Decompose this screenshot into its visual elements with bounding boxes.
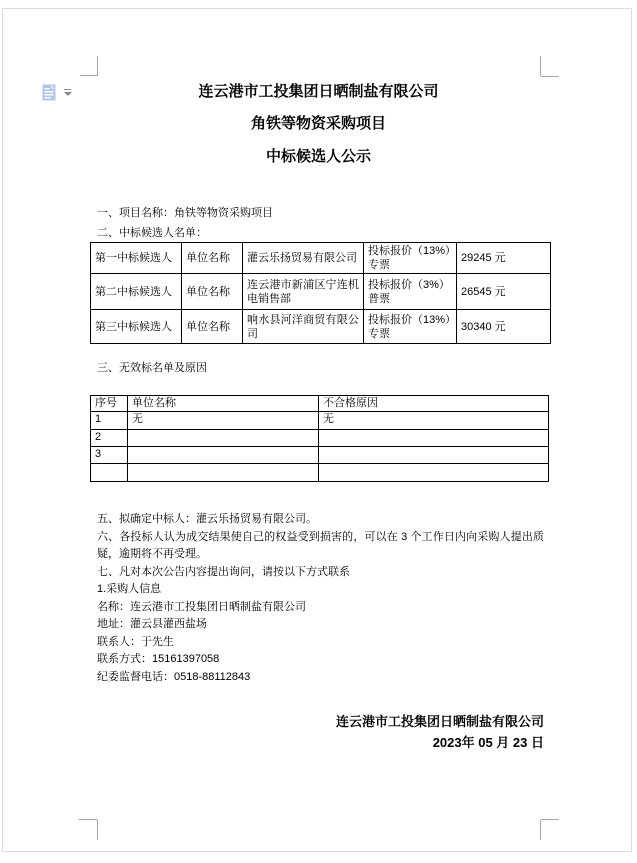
para-contact-intro: 七、凡对本次公告内容提出询问，请按以下方式联系: [97, 565, 350, 578]
invalid-row-1: [91, 412, 549, 430]
invalid-seq-cell: 1: [91, 412, 128, 430]
invalid-name-cell: 无: [128, 412, 319, 430]
invalid-name-cell: [128, 464, 319, 482]
buyer-phone-line: 联系方式：15161397058: [97, 653, 220, 665]
invalid-row-3: [91, 447, 549, 464]
invalid-seq-cell: [91, 464, 128, 482]
invalid-reason-cell: [319, 447, 549, 464]
text-boundary-mark-bottom-right-v: [540, 820, 541, 840]
invalid-header-seq: 序号: [91, 396, 128, 412]
signature-block: [97, 711, 548, 753]
buyer-info-heading: 1.采购人信息: [97, 583, 162, 595]
invalid-seq-cell: 2: [91, 430, 128, 447]
invalid-header-name: 单位名称: [128, 396, 319, 412]
text-boundary-mark-bottom-left-v: [97, 820, 98, 840]
lower-text-block: [97, 511, 544, 686]
invalid-header-reason: 不合格原因: [319, 396, 549, 412]
text-boundary-mark-top-left-h: [80, 75, 98, 76]
invalid-reason-cell: [319, 430, 549, 447]
buyer-address-line: 地址：灌云县灌西盐场: [97, 618, 207, 630]
winner-quote-cell: 投标报价（3%）普票: [364, 274, 457, 310]
text-boundary-mark-bottom-right-h: [541, 819, 559, 820]
winner-rank-cell: 第三中标候选人: [91, 310, 182, 344]
winners-row-3: [91, 310, 551, 344]
winner-field-cell: 单位名称: [182, 274, 243, 310]
text-boundary-mark-top-right-v: [540, 56, 541, 76]
winner-amount-cell: 30340 元: [457, 310, 551, 344]
invalid-row-2: [91, 430, 549, 447]
winner-company-cell: 响水县河洋商贸有限公司: [243, 310, 364, 344]
para-project-name: 一、项目名称：角铁等物资采购项目: [97, 207, 273, 219]
buyer-contact-person: 联系人：于先生: [97, 635, 174, 648]
signature-company: 连云港市工投集团日晒制盐有限公司: [335, 714, 544, 729]
winners-row-1: [91, 243, 551, 274]
winner-quote-cell: 投标报价（13%）专票: [364, 310, 457, 344]
invalid-name-cell: [128, 430, 319, 447]
winners-table: [90, 242, 551, 344]
invalid-header-row: [91, 396, 549, 412]
winner-field-cell: 单位名称: [182, 243, 243, 274]
winner-rank-cell: 第二中标候选人: [91, 274, 182, 310]
invalid-seq-cell: 3: [91, 447, 128, 464]
winner-amount-cell: 26545 元: [457, 274, 551, 310]
text-boundary-mark-top-left-v: [97, 56, 98, 76]
para-candidate-list-heading: 二、中标候选人名单：: [97, 227, 207, 239]
text-boundary-mark-top-right-h: [541, 76, 559, 77]
para-confirmed-winner: 五、拟确定中标人：灌云乐扬贸易有限公司。: [97, 513, 317, 525]
text-boundary-mark-bottom-left-h: [79, 819, 97, 820]
document-title-project: 角铁等物资采购项目: [250, 115, 386, 132]
winner-amount-cell: 29245 元: [457, 243, 551, 274]
signature-date: 2023年 05 月 23 日: [432, 735, 544, 750]
invalid-reason-cell: 无: [319, 412, 549, 430]
winner-field-cell: 单位名称: [182, 310, 243, 344]
document-title-announcement: 中标候选人公示: [265, 148, 371, 165]
document-title-company: 连云港市工投集团日晒制盐有限公司: [198, 83, 439, 100]
winner-quote-cell: 投标报价（13%）专票: [364, 243, 457, 274]
winners-row-2: [91, 274, 551, 310]
winner-company-cell: 灌云乐扬贸易有限公司: [243, 243, 364, 274]
invalid-row-4: [91, 464, 549, 482]
invalid-name-cell: [128, 447, 319, 464]
invalid-bids-table: [90, 395, 549, 482]
buyer-supervision-phone: 纪委监督电话：0518-88112843: [97, 670, 251, 683]
winner-rank-cell: 第一中标候选人: [91, 243, 182, 274]
para-objection-period: 六、各投标人认为成交结果使自己的权益受到损害的，可以在 3 个工作日内向采购人提出质疑，逾期将不再受理。: [97, 530, 544, 560]
invalid-reason-cell: [319, 464, 549, 482]
para-invalid-bids-heading: 三、无效标名单及原因: [97, 362, 207, 374]
winner-company-cell: 连云港市新浦区宁连机电销售部: [243, 274, 364, 310]
buyer-name-line: 名称：连云港市工投集团日晒制盐有限公司: [97, 600, 306, 613]
